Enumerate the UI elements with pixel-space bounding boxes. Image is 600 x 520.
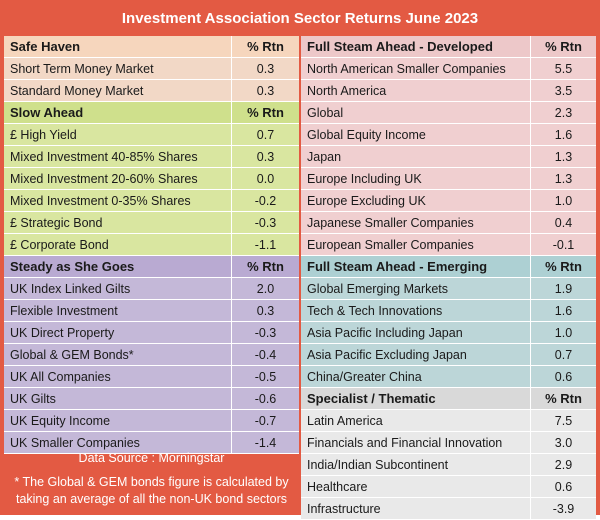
- table-row: [4, 124, 299, 146]
- sector-name: Japanese Smaller Companies: [307, 215, 474, 230]
- return-value: 0.4: [530, 212, 596, 233]
- section-header: [4, 102, 299, 124]
- sector-name: UK Equity Income: [10, 413, 111, 428]
- return-value: 0.6: [530, 476, 596, 497]
- table-row: [4, 278, 299, 300]
- table-row: [301, 234, 596, 256]
- column-header: % Rtn: [231, 36, 299, 57]
- sector-name: Tech & Tech Innovations: [307, 303, 443, 318]
- section-title: Specialist / Thematic: [307, 391, 436, 406]
- return-value: 0.3: [231, 300, 299, 321]
- table-row: [4, 58, 299, 80]
- return-value: -0.7: [231, 410, 299, 431]
- section-title: Slow Ahead: [10, 105, 84, 120]
- return-value: 0.3: [231, 80, 299, 101]
- return-value: 0.0: [231, 168, 299, 189]
- sector-name: Japan: [307, 149, 342, 164]
- sector-name: Mixed Investment 40-85% Shares: [10, 149, 198, 164]
- table-row: [301, 410, 596, 432]
- table-row: [4, 410, 299, 432]
- table-row: [301, 476, 596, 498]
- sector-name: Standard Money Market: [10, 83, 144, 98]
- table-row: [301, 366, 596, 388]
- sector-name: Flexible Investment: [10, 303, 118, 318]
- emerging-group: [301, 256, 596, 388]
- table-row: [301, 146, 596, 168]
- table-row: [301, 80, 596, 102]
- table-row: [301, 454, 596, 476]
- table-row: [301, 344, 596, 366]
- sector-name: Healthcare: [307, 479, 368, 494]
- safe-haven-group: [4, 36, 299, 102]
- section-header: [301, 388, 596, 410]
- sector-name: UK Direct Property: [10, 325, 115, 340]
- return-value: 1.6: [530, 300, 596, 321]
- return-value: 0.7: [231, 124, 299, 145]
- sector-name: UK Smaller Companies: [10, 435, 140, 450]
- return-value: 2.3: [530, 102, 596, 123]
- table-row: [4, 344, 299, 366]
- table-row: [301, 300, 596, 322]
- return-value: 0.3: [231, 58, 299, 79]
- return-value: 1.0: [530, 190, 596, 211]
- return-value: -0.4: [231, 344, 299, 365]
- column-header: % Rtn: [231, 256, 299, 277]
- table-row: [4, 146, 299, 168]
- return-value: -0.1: [530, 234, 596, 255]
- table-row: [301, 432, 596, 454]
- sector-name: Asia Pacific Including Japan: [307, 325, 463, 340]
- sector-name: UK Index Linked Gilts: [10, 281, 131, 296]
- developed-group: [301, 36, 596, 256]
- return-value: 1.3: [530, 146, 596, 167]
- table-row: [301, 58, 596, 80]
- table-row: [4, 322, 299, 344]
- sector-name: Infrastructure: [307, 501, 381, 516]
- return-value: 7.5: [530, 410, 596, 431]
- column-header: % Rtn: [530, 256, 596, 277]
- table-row: [301, 212, 596, 234]
- sector-name: Asia Pacific Excluding Japan: [307, 347, 467, 362]
- return-value: 0.6: [530, 366, 596, 387]
- return-value: 2.0: [231, 278, 299, 299]
- table-row: [301, 168, 596, 190]
- return-value: 0.7: [530, 344, 596, 365]
- return-value: 1.9: [530, 278, 596, 299]
- return-value: -0.2: [231, 190, 299, 211]
- table-row: [4, 234, 299, 256]
- table-row: [4, 366, 299, 388]
- sector-name: North America: [307, 83, 387, 98]
- return-value: -0.3: [231, 212, 299, 233]
- table-row: [4, 190, 299, 212]
- column-header: % Rtn: [530, 388, 596, 409]
- table-title: Investment Association Sector Returns June 2023: [121, 9, 479, 27]
- section-title: Safe Haven: [10, 39, 81, 54]
- table-row: [301, 322, 596, 344]
- table-row: [301, 190, 596, 212]
- table-row: [301, 102, 596, 124]
- sector-name: India/Indian Subcontinent: [307, 457, 449, 472]
- sector-name: Europe Including UK: [307, 171, 422, 186]
- return-value: 1.3: [530, 168, 596, 189]
- return-value: 1.6: [530, 124, 596, 145]
- column-header: % Rtn: [231, 102, 299, 123]
- sector-name: Global Equity Income: [307, 127, 426, 142]
- return-value: -1.1: [231, 234, 299, 255]
- table-row: [4, 80, 299, 102]
- footnote: * The Global & GEM bonds figure is calculated by taking an average of all the non-UK bond sectors: [14, 475, 289, 506]
- sector-name: £ Corporate Bond: [10, 237, 109, 252]
- section-title: Full Steam Ahead - Emerging: [307, 259, 488, 274]
- section-header: [301, 256, 596, 278]
- slow-ahead-group: [4, 102, 299, 256]
- sector-name: Global & GEM Bonds*: [10, 347, 134, 362]
- right-column: [301, 36, 596, 520]
- table-row: [301, 278, 596, 300]
- return-value: 3.5: [530, 80, 596, 101]
- return-value: -0.3: [231, 322, 299, 343]
- section-header: [301, 36, 596, 58]
- sector-name: Global: [307, 105, 344, 120]
- section-title: Full Steam Ahead - Developed: [307, 39, 493, 54]
- return-value: -3.9: [530, 498, 596, 519]
- sector-name: Mixed Investment 0-35% Shares: [10, 193, 191, 208]
- section-header: [4, 256, 299, 278]
- sector-name: £ Strategic Bond: [10, 215, 103, 230]
- section-title: Steady as She Goes: [10, 259, 135, 274]
- table-row: [4, 388, 299, 410]
- sector-name: Europe Excluding UK: [307, 193, 426, 208]
- return-value: 1.0: [530, 322, 596, 343]
- steady-group: [4, 256, 299, 454]
- sector-name: Short Term Money Market: [10, 61, 154, 76]
- sector-name: North American Smaller Companies: [307, 61, 506, 76]
- sector-name: UK All Companies: [10, 369, 111, 384]
- column-header: % Rtn: [530, 36, 596, 57]
- sector-name: Financials and Financial Innovation: [307, 435, 503, 450]
- section-header: [4, 36, 299, 58]
- return-value: -1.4: [231, 432, 299, 453]
- left-column: [4, 36, 299, 454]
- sector-name: Global Emerging Markets: [307, 281, 449, 296]
- return-value: -0.6: [231, 388, 299, 409]
- return-value: 3.0: [530, 432, 596, 453]
- return-value: 5.5: [530, 58, 596, 79]
- sector-name: Mixed Investment 20-60% Shares: [10, 171, 198, 186]
- sector-name: China/Greater China: [307, 369, 422, 384]
- table-row: [301, 498, 596, 520]
- return-value: 0.3: [231, 146, 299, 167]
- return-value: -0.5: [231, 366, 299, 387]
- sector-name: £ High Yield: [10, 127, 77, 142]
- table-row: [4, 300, 299, 322]
- data-source-note: Data Source : Morningstar: [78, 451, 225, 465]
- table-row: [4, 168, 299, 190]
- table-row: [4, 212, 299, 234]
- sector-name: European Smaller Companies: [307, 237, 474, 252]
- table-row: [301, 124, 596, 146]
- return-value: 2.9: [530, 454, 596, 475]
- specialist-group: [301, 388, 596, 520]
- sector-name: UK Gilts: [10, 391, 56, 406]
- sector-name: Latin America: [307, 413, 383, 428]
